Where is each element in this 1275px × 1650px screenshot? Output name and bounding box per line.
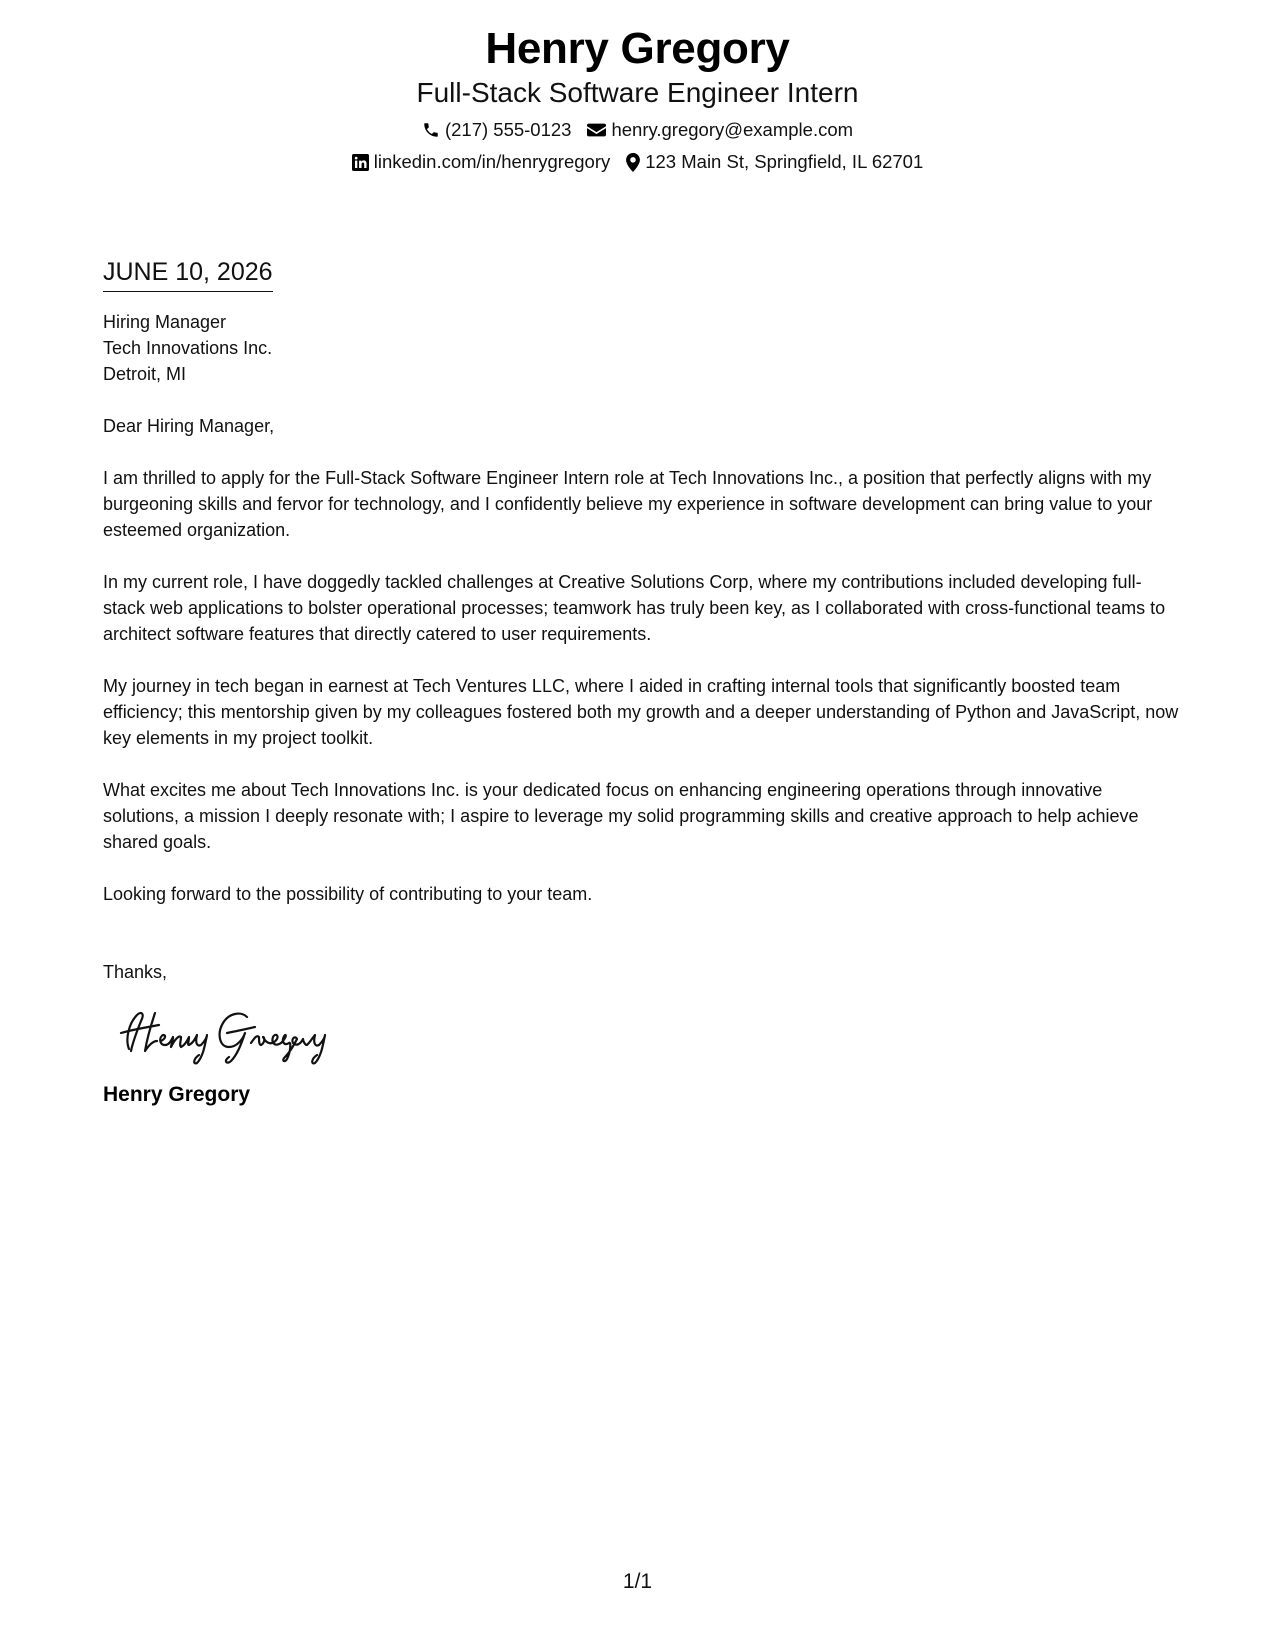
contact-phone	[422, 118, 572, 142]
recipient-location: Detroit, MI	[103, 364, 187, 384]
handwritten-signature	[115, 1005, 1183, 1067]
paragraph-journey: My journey in tech began in earnest at Tech Ventures LLC, where I aided in crafting internal tools that significantly boosted team efficiency; this mentorship given by my colleagues fostered both my growth and a deeper understanding of Python and JavaScript, now key elements in my project toolkit.	[103, 676, 1179, 748]
phone-number: (217) 555-0123	[444, 119, 572, 140]
contact-row-primary	[0, 118, 1275, 142]
letter-header	[0, 22, 1275, 174]
paragraph-motivation: What excites me about Tech Innovations Inc. is your dedicated focus on enhancing engineering operations through innovative solutions, a mission I deeply resonate with; I aspire to leverage my solid programming skills and creative approach to help achieve shared goals.	[103, 780, 1139, 852]
recipient-company: Tech Innovations Inc.	[103, 338, 273, 358]
paragraph-closing: Looking forward to the possibility of contributing to your team.	[103, 884, 593, 904]
paragraph-intro: I am thrilled to apply for the Full-Stack Software Engineer Intern role at Tech Innovations Inc., a position that perfectly aligns with my burgeoning skills and fervor for technology, and I confidently believe my experience in software development can bring value to your esteemed organization.	[103, 468, 1153, 540]
applicant-role: Full-Stack Software Engineer Intern	[416, 77, 859, 108]
linkedin-url: linkedin.com/in/henrygregory	[373, 151, 611, 172]
contact-row-secondary	[0, 150, 1275, 174]
signer-name: Henry Gregory	[103, 1083, 251, 1106]
letter-body	[103, 256, 1183, 1109]
contact-linkedin	[352, 150, 611, 174]
recipient-title: Hiring Manager	[103, 312, 227, 332]
page-number: 1/1	[622, 1570, 653, 1593]
linkedin-icon	[352, 154, 369, 171]
applicant-name: Henry Gregory	[485, 24, 790, 73]
email-address: henry.gregory@example.com	[611, 119, 854, 140]
closing: Thanks,	[103, 962, 168, 982]
salutation: Dear Hiring Manager,	[103, 416, 275, 436]
envelope-icon	[587, 122, 606, 138]
contact-email	[587, 118, 853, 142]
phone-icon	[422, 121, 440, 139]
map-pin-icon	[626, 153, 640, 172]
street-address: 123 Main St, Springfield, IL 62701	[645, 151, 924, 172]
contact-address	[626, 150, 923, 174]
paragraph-current-role: In my current role, I have doggedly tackled challenges at Creative Solutions Corp, where my contributions included developing full-stack web applications to bolster operational processes; teamwork has truly been key, as I collaborated with cross-functional teams to architect software features that directly catered to user requirements.	[103, 572, 1166, 644]
recipient-block	[103, 309, 1183, 387]
letter-date: JUNE 10, 2026	[103, 256, 273, 292]
